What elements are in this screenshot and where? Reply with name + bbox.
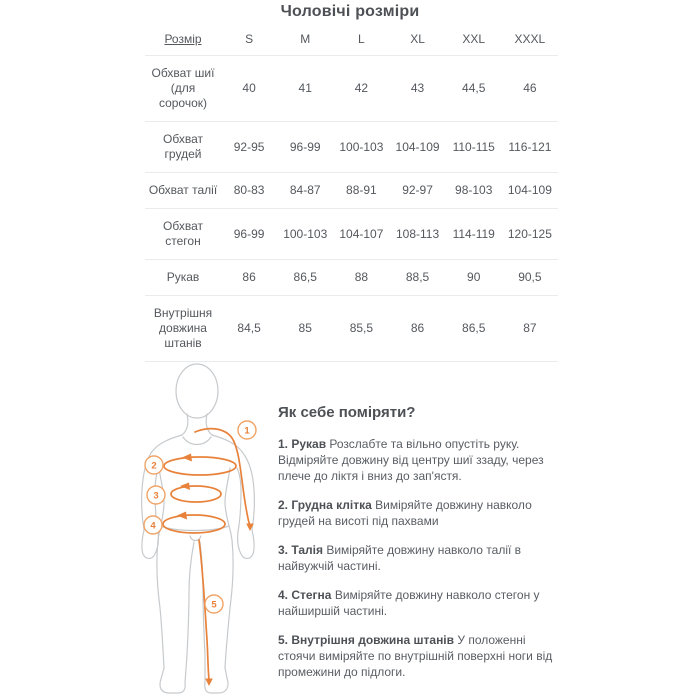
guide-item-term: 3. Талія [278,543,324,557]
size-value-cell: 85 [277,296,333,362]
size-value-cell: 42 [333,56,389,122]
guide-item-term: 5. Внутрішня довжина штанів [278,633,455,647]
row-label: Обхват шиї (для сорочок) [145,56,221,122]
guide-item-term: 2. Грудна клітка [278,498,372,512]
table-row [145,173,558,209]
size-value-cell: 110-115 [446,122,502,173]
table-row [145,260,558,296]
size-value-cell: 90,5 [502,260,558,296]
size-value-cell: 46 [502,56,558,122]
measure-marker-1 [238,421,256,439]
guide-items [278,436,561,680]
guide-item-term: 1. Рукав [278,437,327,451]
size-value-cell: 104-109 [502,173,558,209]
svg-text:1: 1 [244,425,250,437]
svg-text:3: 3 [153,490,159,502]
size-value-cell: 88 [333,260,389,296]
size-value-cell: 92-97 [389,173,445,209]
guide-item-term: 4. Стегна [278,588,332,602]
waist-measure-ellipse-icon [171,486,221,502]
size-value-cell: 40 [221,56,277,122]
size-value-cell: 41 [277,56,333,122]
table-row [145,296,558,362]
guide-item: 5. Внутрішня довжина штанів У положенні стоячи виміряйте по внутрішній поверхні ноги від промежини до підлоги. [278,633,553,679]
row-label: Внутрішня довжина штанів [145,296,221,362]
guide-heading: Як себе поміряти? [278,404,416,421]
guide-item: 1. Рукав Розслабте та вільно опустіть руку. Відміряйте довжину від центру шиї ззаду, через плече до ліктя і вниз до зап'ястя. [278,437,544,483]
size-value-cell: 120-125 [502,209,558,260]
size-letter-header: M [277,24,333,56]
page-title: Чоловічі розміри [280,3,420,20]
size-value-cell: 87 [502,296,558,362]
size-value-cell: 116-121 [502,122,558,173]
measure-marker-4 [144,516,162,534]
size-value-cell: 86 [389,296,445,362]
size-letter-header: L [333,24,389,56]
row-label: Обхват талії [145,173,221,209]
svg-text:5: 5 [211,599,217,611]
guide-item: 4. Стегна Виміряйте довжину навколо стегон у найширшій частині. [278,588,540,618]
measure-marker-5 [205,595,223,613]
size-value-cell: 114-119 [446,209,502,260]
size-value-cell: 96-99 [221,209,277,260]
size-value-cell: 88,5 [389,260,445,296]
size-letter-header: S [221,24,277,56]
svg-text:4: 4 [150,520,156,532]
table-row [145,122,558,173]
table-row [145,209,558,260]
size-column-header [145,24,221,56]
size-letter-header: XL [389,24,445,56]
row-label: Обхват грудей [145,122,221,173]
size-value-cell: 86,5 [446,296,502,362]
table-header-row [145,24,558,56]
size-value-cell: 90 [446,260,502,296]
row-label: Рукав [145,260,221,296]
size-letter-header: XXL [446,24,502,56]
measure-lines [163,429,254,686]
size-value-cell: 96-99 [277,122,333,173]
size-value-cell: 98-103 [446,173,502,209]
size-value-cell: 84-87 [277,173,333,209]
size-value-cell: 88-91 [333,173,389,209]
svg-text:2: 2 [151,460,157,472]
size-value-cell: 43 [389,56,445,122]
size-letter-header: XXXL [502,24,558,56]
size-value-cell: 86 [221,260,277,296]
size-value-cell: 84,5 [221,296,277,362]
chest-measure-ellipse-icon [164,457,236,475]
measure-marker-3 [147,486,165,504]
size-value-cell: 44,5 [446,56,502,122]
measure-marker-2 [145,456,163,474]
size-value-cell: 85,5 [333,296,389,362]
body-figure-svg [133,360,267,700]
measuring-guide [278,404,561,693]
size-value-cell: 80-83 [221,173,277,209]
row-label: Обхват стегон [145,209,221,260]
table-row [145,56,558,122]
size-table [145,24,558,362]
size-value-cell: 104-109 [389,122,445,173]
guide-item: 2. Грудна клітка Виміряйте довжину навколо грудей на висоті під пахвами [278,498,532,528]
size-value-cell: 92-95 [221,122,277,173]
size-value-cell: 108-113 [389,209,445,260]
size-value-cell: 100-103 [333,122,389,173]
body-measurement-diagram [133,360,267,700]
size-value-cell: 100-103 [277,209,333,260]
guide-item: 3. Талія Виміряйте довжину навколо талії в найвужчій частині. [278,543,522,573]
size-link[interactable]: Розмір [164,32,202,46]
size-table-body [145,56,558,362]
size-value-cell: 86,5 [277,260,333,296]
size-value-cell: 104-107 [333,209,389,260]
